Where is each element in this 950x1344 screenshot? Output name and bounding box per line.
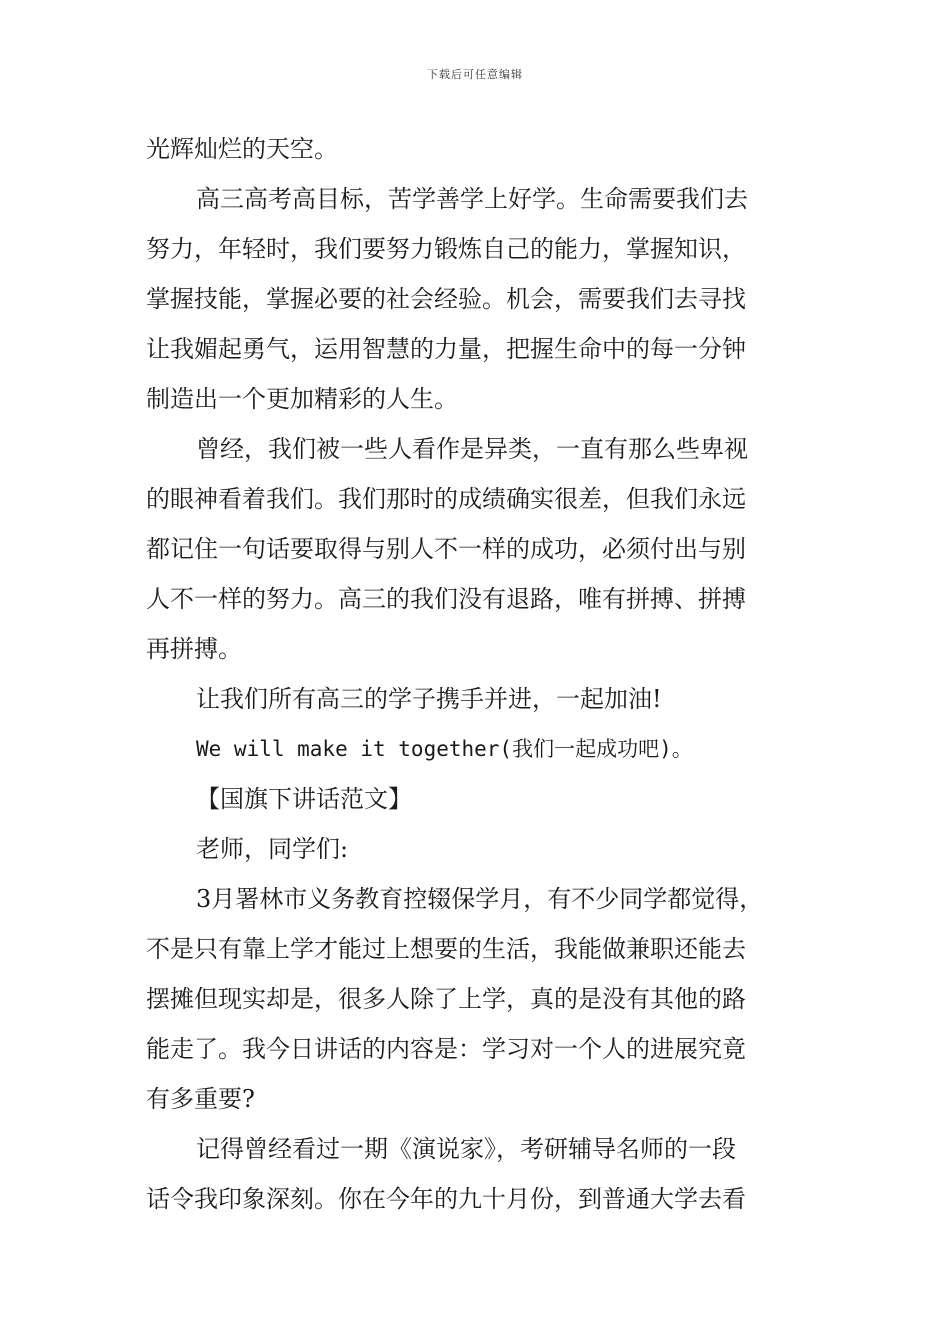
salutation-line: 老师，同学们: — [196, 835, 349, 863]
text-line: 不是只有靠上学才能过上想要的生活，我能做兼职还能去 — [146, 935, 746, 963]
paragraph-start-line: 让我们所有高三的学子携手并进，一起加油! — [196, 685, 662, 713]
text-line: 让我媚起勇气，运用智慧的力量，把握生命中的每一分钟 — [146, 335, 746, 363]
text-line: 再拼搏。 — [146, 635, 242, 663]
section-title: 【国旗下讲话范文】 — [196, 785, 412, 813]
text-line: 掌握技能，掌握必要的社会经验。机会，需要我们去寻找 — [146, 285, 746, 313]
paragraph-start-line: 3月署林市义务教育控辍保学月，有不少同学都觉得， — [196, 885, 764, 913]
text-line: 都记住一句话要取得与别人不一样的成功，必须付出与别 — [146, 535, 746, 563]
text-line: 努力，年轻时，我们要努力锻炼自己的能力，掌握知识， — [146, 235, 746, 263]
text-line: 的眼神看着我们。我们那时的成绩确实很差，但我们永远 — [146, 485, 746, 513]
text-line: 话令我印象深刻。你在今年的九十月份，到普通大学去看 — [146, 1185, 746, 1213]
english-slogan-line: We will make it together(我们一起成功吧)。 — [196, 737, 693, 761]
paragraph-start-line: 高三高考高目标，苦学善学上好学。生命需要我们去 — [196, 185, 748, 213]
page-header: 下载后可任意编辑 — [427, 68, 523, 81]
text-line: 有多重要? — [146, 1085, 255, 1113]
paragraph-start-line: 记得曾经看过一期《演说家》，考研辅导名师的一段 — [196, 1135, 736, 1163]
text-line: 摆摊但现实却是，很多人除了上学，真的是没有其他的路 — [146, 985, 746, 1013]
paragraph-start-line: 曾经，我们被一些人看作是异类，一直有那么些卑视 — [196, 435, 748, 463]
text-line: 人不一样的努力。高三的我们没有退路，唯有拼搏、拼搏 — [146, 585, 746, 613]
text-line: 制造出一个更加精彩的人生。 — [146, 385, 458, 413]
text-line: 光辉灿烂的天空。 — [146, 135, 338, 163]
text-line: 能走了。我今日讲话的内容是：学习对一个人的进展究竟 — [146, 1035, 746, 1063]
document-body — [146, 124, 810, 1224]
